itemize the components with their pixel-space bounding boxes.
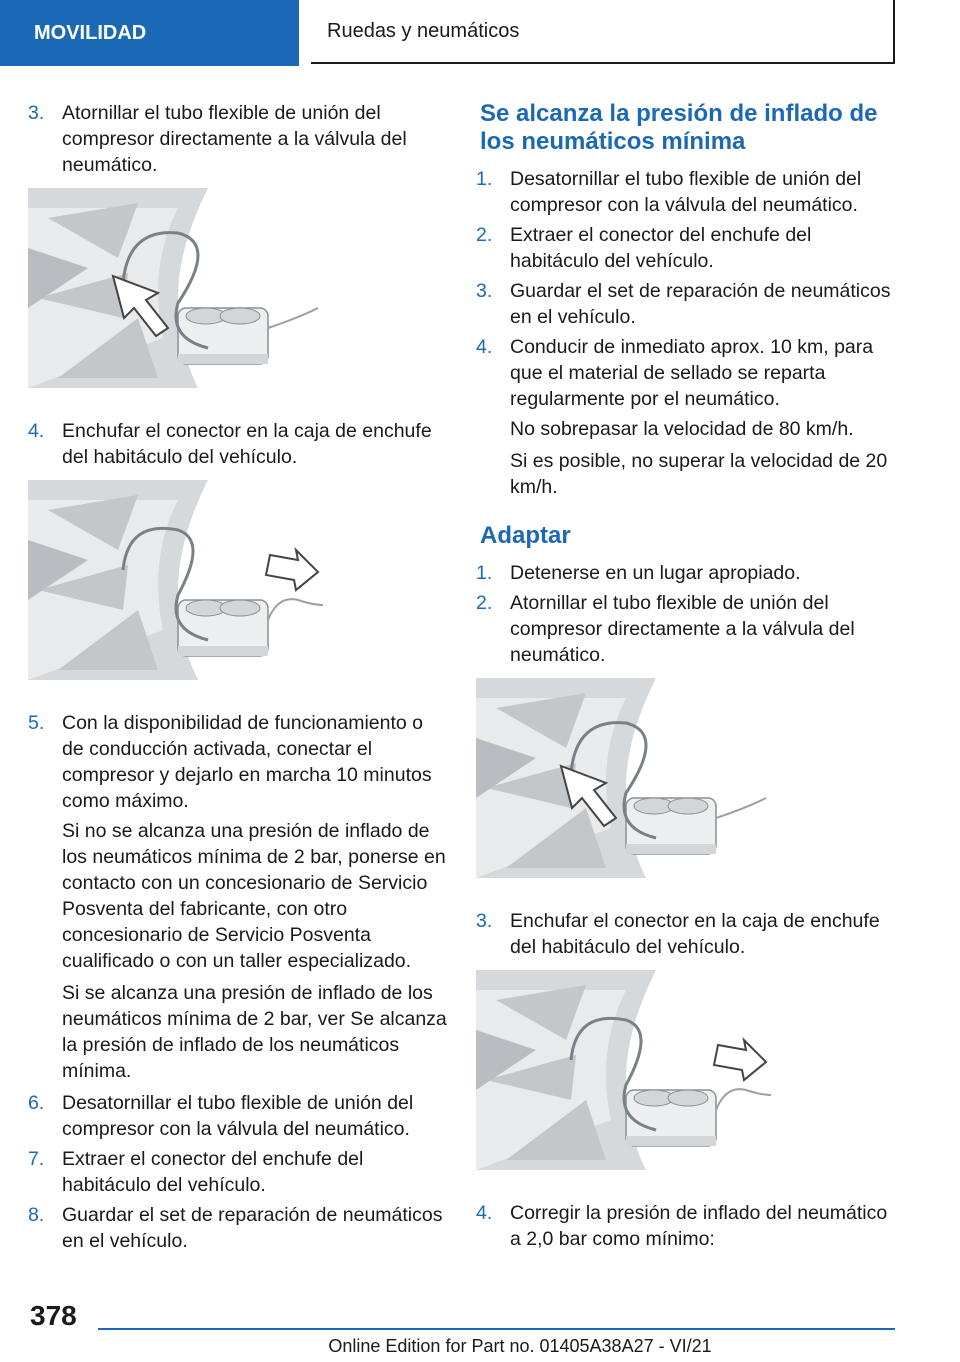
section-tab [0, 0, 299, 66]
step-number: 7. [28, 1148, 45, 1170]
step-number: 2. [476, 592, 493, 614]
illustration-compressor-valve [476, 678, 782, 878]
step-number: 1. [476, 562, 493, 584]
step-text: Desatornillar el tubo flexible de unión del compresor con la válvula del neumático. [510, 168, 862, 216]
step-number: 3. [28, 102, 45, 124]
section-title: MOVILIDAD [34, 21, 147, 44]
step-5 [28, 710, 448, 814]
step-5-note-2: Si se alcanza una presión de inflado de los neumáticos mínima de 2 bar, ver Se alcanza la presión de inflado de los neumáticos mínima. [62, 982, 447, 1082]
right-column [476, 100, 900, 1256]
step-8 [28, 1202, 448, 1254]
left-column [28, 100, 448, 1258]
illustration-power-socket [476, 970, 782, 1170]
step-number: 4. [28, 420, 45, 442]
step-number: 5. [28, 712, 45, 734]
page-number: 378 [30, 1300, 77, 1331]
edition-note: Online Edition for Part no. 01405A38A27 - VI/21 [328, 1336, 712, 1356]
step-3 [476, 278, 900, 330]
step-1 [476, 560, 900, 586]
step-text: Desatornillar el tubo flexible de unión del compresor con la válvula del neumático. [62, 1092, 414, 1140]
step-number: 3. [476, 910, 493, 932]
step-number: 2. [476, 224, 493, 246]
step-text: Corregir la presión de inflado del neumático a 2,0 bar como mínimo: [510, 1202, 888, 1250]
step-3 [476, 908, 900, 960]
step-5-note-1: Si no se alcanza una presión de inflado de los neumáticos mínima de 2 bar, ponerse en contacto con un concesionario de Servicio Posventa del fabricante, con otro concesionario de Servicio Posventa cualificado o con un taller especializado. [62, 820, 446, 972]
step-2 [476, 590, 900, 668]
step-text: Enchufar el conector en la caja de enchufe del habitáculo del vehículo. [62, 420, 432, 468]
step-text: Atornillar el tubo flexible de unión del compresor directamente a la válvula del neumático. [62, 102, 407, 176]
step-3 [28, 100, 448, 178]
illustration-compressor-valve [28, 188, 334, 388]
step-number: 4. [476, 1202, 493, 1224]
step-number: 1. [476, 168, 493, 190]
step-text: Con la disponibilidad de funcionamiento o de conducción activada, conectar el compresor y dejarlo en marcha 10 minutos como máximo. [62, 712, 432, 812]
step-text: Extraer el conector del enchufe del habitáculo del vehículo. [510, 224, 812, 272]
section-heading-minimum-pressure: Se alcanza la presión de inflado de los neumáticos mínima [480, 100, 878, 155]
step-7 [28, 1146, 448, 1198]
chapter-header [311, 0, 895, 64]
speed-note-2: Si es posible, no superar la velocidad de 20 km/h. [510, 450, 888, 498]
step-4 [476, 334, 900, 412]
step-number: 3. [476, 280, 493, 302]
chapter-title: Ruedas y neumáticos [327, 19, 520, 42]
section-heading-adapt: Adaptar [480, 522, 571, 549]
step-2 [476, 222, 900, 274]
footer-divider [98, 1328, 895, 1330]
step-text: Guardar el set de reparación de neumáticos en el vehículo. [62, 1204, 443, 1252]
step-text: Conducir de inmediato aprox. 10 km, para que el material de sellado se reparta regularmente por el neumático. [510, 336, 874, 410]
illustration-power-socket [28, 480, 334, 680]
step-text: Enchufar el conector en la caja de enchufe del habitáculo del vehículo. [510, 910, 880, 958]
step-number: 8. [28, 1204, 45, 1226]
step-number: 6. [28, 1092, 45, 1114]
step-4 [28, 418, 448, 470]
step-text: Extraer el conector del enchufe del habitáculo del vehículo. [62, 1148, 364, 1196]
step-number: 4. [476, 336, 493, 358]
step-1 [476, 166, 900, 218]
step-4 [476, 1200, 900, 1252]
step-text: Atornillar el tubo flexible de unión del compresor directamente a la válvula del neumático. [510, 592, 855, 666]
speed-note-1: No sobrepasar la velocidad de 80 km/h. [510, 418, 854, 440]
step-6 [28, 1090, 448, 1142]
step-text: Detenerse en un lugar apropiado. [510, 562, 801, 584]
step-text: Guardar el set de reparación de neumáticos en el vehículo. [510, 280, 891, 328]
